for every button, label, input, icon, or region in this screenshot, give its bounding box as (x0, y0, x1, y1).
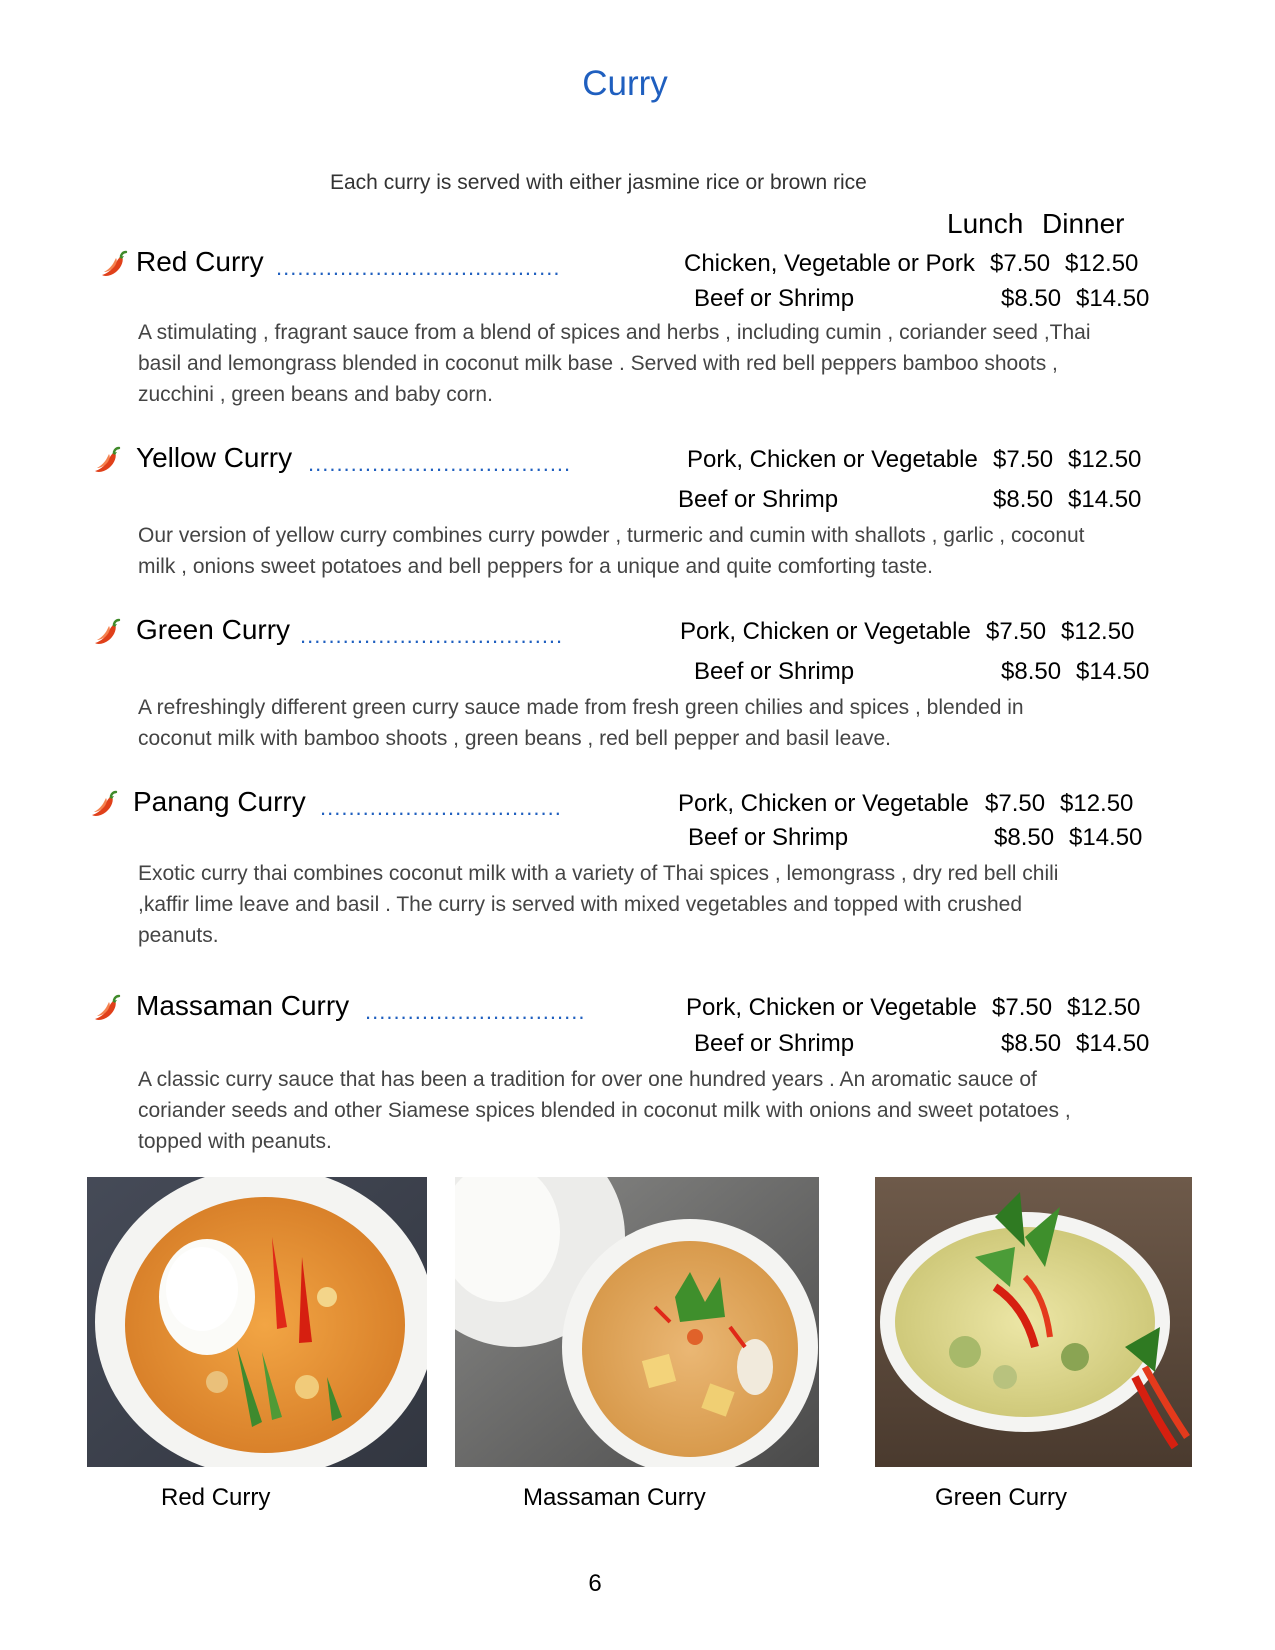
lunch-price: $8.50 (1001, 285, 1062, 312)
leader-dots: ............................... (365, 999, 586, 1024)
dinner-price: $14.50 (1076, 658, 1150, 685)
item-name: Green Curry (136, 614, 291, 645)
page-subtitle: Each curry is served with either jasmine rice or brown rice (330, 171, 867, 194)
leader-dots: .................................. (320, 795, 562, 820)
leader-dots: ..................................... (300, 623, 564, 648)
dinner-price: $12.50 (1061, 618, 1135, 645)
chili-icon (88, 790, 118, 820)
lunch-column-header: Lunch (947, 208, 1024, 239)
dinner-price: $14.50 (1076, 285, 1150, 312)
dinner-column-header: Dinner (1042, 208, 1125, 239)
item-description: Our version of yellow curry combines curry powder , turmeric and cumin with shallots , garlic , coconut milk , onions sweet potatoes and bell peppers for a unique and quite comforting taste. (138, 524, 1085, 578)
item-variant: Pork, Chicken or Vegetable (680, 618, 971, 645)
chili-icon (98, 250, 128, 280)
item-variant: Pork, Chicken or Vegetable (687, 446, 978, 473)
dinner-price: $14.50 (1076, 1030, 1150, 1057)
page-title: Curry (582, 64, 668, 103)
item-description: A stimulating , fragrant sauce from a blend of spices and herbs , including cumin , coriander seed ,Thai basil and lemongrass blended in coconut milk base . Served with red bell peppers bamboo shoots , zucchini , green beans and baby corn. (138, 321, 1091, 406)
item-variant: Beef or Shrimp (678, 486, 839, 513)
item-description: A refreshingly different green curry sauce made from fresh green chilies and spices , blended in coconut milk with bamboo shoots , green beans , red bell pepper and basil leave. (138, 696, 1024, 750)
lunch-price: $8.50 (993, 486, 1054, 513)
green-curry-image (875, 1177, 1192, 1467)
item-variant: Pork, Chicken or Vegetable (686, 994, 977, 1021)
lunch-price: $8.50 (1001, 1030, 1062, 1057)
lunch-price: $7.50 (992, 994, 1053, 1021)
dinner-price: $14.50 (1068, 486, 1142, 513)
item-variant: Pork, Chicken or Vegetable (678, 790, 969, 817)
chili-icon (91, 618, 121, 648)
dinner-price: $14.50 (1069, 824, 1143, 851)
massaman-curry-image (455, 1177, 819, 1467)
red-curry-image (87, 1177, 427, 1467)
leader-dots: ........................................ (276, 255, 561, 280)
lunch-price: $8.50 (1001, 658, 1062, 685)
photo-caption: Red Curry (161, 1484, 271, 1511)
item-name: Red Curry (136, 246, 264, 277)
item-variant: Beef or Shrimp (694, 658, 855, 685)
page-number: 6 (588, 1570, 602, 1597)
green-curry-photo (875, 1177, 1192, 1467)
item-variant: Beef or Shrimp (694, 1030, 855, 1057)
item-variant: Beef or Shrimp (694, 285, 855, 312)
massaman-curry-photo (455, 1177, 819, 1467)
item-description: A classic curry sauce that has been a tradition for over one hundred years . An aromatic sauce of coriander seeds and other Siamese spices blended in coconut milk with onions and sweet potatoes , topped with peanuts. (138, 1068, 1071, 1153)
lunch-price: $8.50 (994, 824, 1055, 851)
dinner-price: $12.50 (1065, 250, 1139, 277)
chili-icon (91, 446, 121, 476)
item-name: Massaman Curry (136, 990, 350, 1021)
dinner-price: $12.50 (1060, 790, 1134, 817)
lunch-price: $7.50 (986, 618, 1047, 645)
chili-icon (91, 994, 121, 1024)
lunch-price: $7.50 (990, 250, 1051, 277)
item-variant: Beef or Shrimp (688, 824, 849, 851)
photo-caption: Massaman Curry (523, 1484, 706, 1511)
dinner-price: $12.50 (1067, 994, 1141, 1021)
lunch-price: $7.50 (985, 790, 1046, 817)
item-description: Exotic curry thai combines coconut milk with a variety of Thai spices , lemongrass , dry red bell chili ,kaffir lime leave and basil . The curry is served with mixed vegetables and topped with crushed peanuts. (138, 862, 1059, 947)
photo-caption: Green Curry (935, 1484, 1068, 1511)
item-variant: Chicken, Vegetable or Pork (684, 250, 975, 277)
item-name: Panang Curry (133, 786, 306, 817)
dinner-price: $12.50 (1068, 446, 1142, 473)
lunch-price: $7.50 (993, 446, 1054, 473)
leader-dots: ..................................... (308, 451, 572, 476)
red-curry-photo (87, 1177, 427, 1467)
item-name: Yellow Curry (136, 442, 293, 473)
